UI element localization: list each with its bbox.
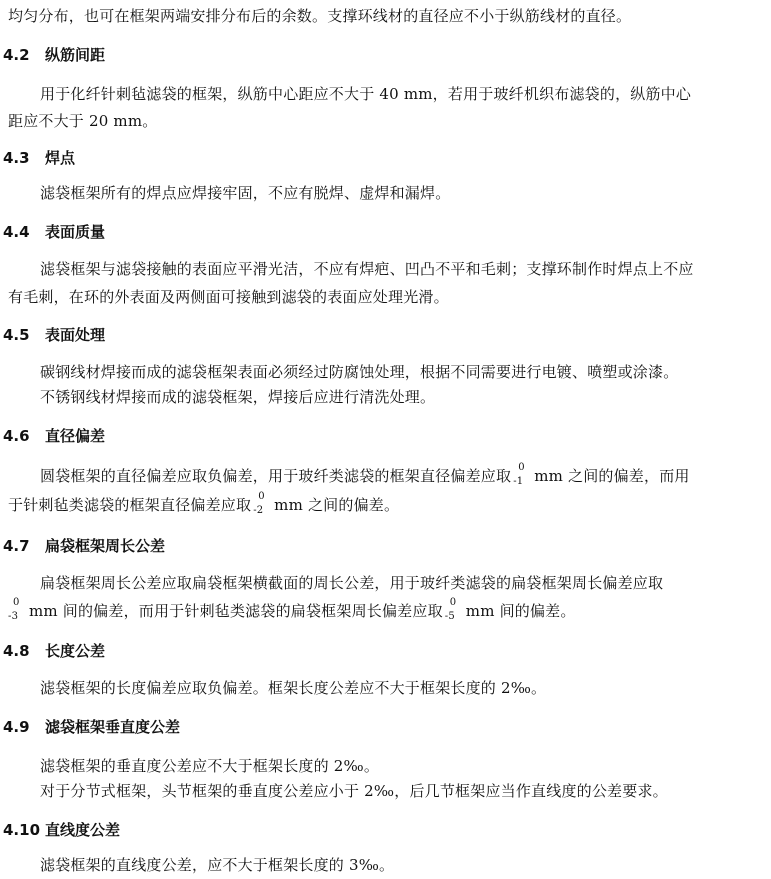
line-text: mm 之间的偏差，而用 — [534, 467, 690, 485]
paragraph-line — [8, 491, 400, 516]
section-title: 扁袋框架周长公差 — [45, 537, 166, 555]
section-heading-4-2 — [3, 45, 105, 65]
section-heading-4-10 — [3, 820, 120, 840]
tolerance-lower: -1 — [513, 476, 524, 487]
line-text: mm 间的偏差，而用于针刺毡类滤袋的扁袋框架周长偏差应取 — [28, 602, 443, 620]
section-number: 4.10 — [3, 821, 41, 839]
tolerance-upper: 0 — [449, 597, 457, 608]
paragraph-line: 滤袋框架与滤袋接触的表面应平滑光洁，不应有焊疤、凹凸不平和毛刺；支撑环制作时焊点上不应 — [40, 260, 694, 278]
paragraph-line: 滤袋框架的长度偏差应取负偏差。框架长度公差应不大于框架长度的 2‰。 — [40, 679, 547, 697]
section-heading-4-9 — [3, 717, 180, 737]
section-title: 焊点 — [45, 149, 76, 167]
paragraph-line: 扁袋框架周长公差应取扁袋框架横截面的周长公差，用于玻纤类滤袋的扁袋框架周长偏差应取 — [40, 574, 664, 592]
section-title: 直线度公差 — [45, 821, 121, 839]
paragraph-line — [8, 597, 576, 622]
section-number: 4.8 — [3, 642, 30, 660]
section-title: 滤袋框架垂直度公差 — [45, 718, 181, 736]
line-text: mm 之间的偏差。 — [274, 496, 400, 514]
section-number: 4.7 — [3, 537, 30, 555]
section-heading-4-6 — [3, 426, 105, 446]
section-heading-4-7 — [3, 536, 165, 556]
tolerance-lower: -3 — [8, 611, 19, 622]
line-text: mm 间的偏差。 — [465, 602, 576, 620]
section-heading-4-3 — [3, 148, 75, 168]
tolerance-value — [8, 597, 22, 622]
tolerance-value — [253, 491, 267, 516]
paragraph-line: 对于分节式框架，头节框架的垂直度公差应小于 2‰，后几节框架应当作直线度的公差要求。 — [40, 782, 668, 800]
section-number: 4.6 — [3, 427, 30, 445]
section-number: 4.4 — [3, 223, 30, 241]
section-title: 纵筋间距 — [45, 46, 106, 64]
tolerance-value — [444, 597, 459, 622]
tolerance-upper: 0 — [518, 462, 525, 473]
section-number: 4.5 — [3, 326, 30, 344]
paragraph-line — [40, 462, 690, 487]
paragraph-line: 均匀分布，也可在框架两端安排分布后的余数。支撑环线材的直径应不小于纵筋线材的直径。 — [8, 7, 632, 25]
section-title: 直径偏差 — [45, 427, 106, 445]
paragraph-line: 不锈钢线材焊接而成的滤袋框架，焊接后应进行清洗处理。 — [40, 388, 436, 406]
section-title: 表面质量 — [45, 223, 106, 241]
section-number: 4.3 — [3, 149, 30, 167]
section-heading-4-8 — [3, 641, 105, 661]
tolerance-lower: -2 — [253, 505, 264, 516]
line-text: 于针刺毡类滤袋的框架直径偏差应取 — [8, 496, 252, 514]
paragraph-line: 滤袋框架的垂直度公差应不大于框架长度的 2‰。 — [40, 757, 380, 775]
paragraph-line: 碳钢线材焊接而成的滤袋框架表面必须经过防腐蚀处理，根据不同需要进行电镀、喷塑或涂漆。 — [40, 363, 679, 381]
tolerance-value — [513, 462, 527, 487]
paragraph-line: 滤袋框架的直线度公差，应不大于框架长度的 3‰。 — [40, 856, 395, 874]
paragraph-line: 用于化纤针刺毡滤袋的框架，纵筋中心距应不大于 40 mm，若用于玻纤机织布滤袋的，纵筋中心 — [40, 85, 692, 103]
tolerance-lower: -5 — [444, 611, 455, 622]
paragraph-line: 距应不大于 20 mm。 — [8, 112, 158, 130]
section-number: 4.2 — [3, 46, 30, 64]
paragraph-line: 滤袋框架所有的焊点应焊接牢固，不应有脱焊、虚焊和漏焊。 — [40, 184, 451, 202]
section-heading-4-4 — [3, 222, 105, 242]
section-number: 4.9 — [3, 718, 30, 736]
tolerance-upper: 0 — [13, 597, 20, 608]
paragraph-line: 有毛刺，在环的外表面及两侧面可接触到滤袋的表面应处理光滑。 — [8, 288, 449, 306]
section-heading-4-5 — [3, 325, 105, 345]
tolerance-upper: 0 — [258, 491, 265, 502]
line-text: 圆袋框架的直径偏差应取负偏差，用于玻纤类滤袋的框架直径偏差应取 — [40, 467, 512, 485]
section-title: 长度公差 — [45, 642, 106, 660]
section-title: 表面处理 — [45, 326, 106, 344]
